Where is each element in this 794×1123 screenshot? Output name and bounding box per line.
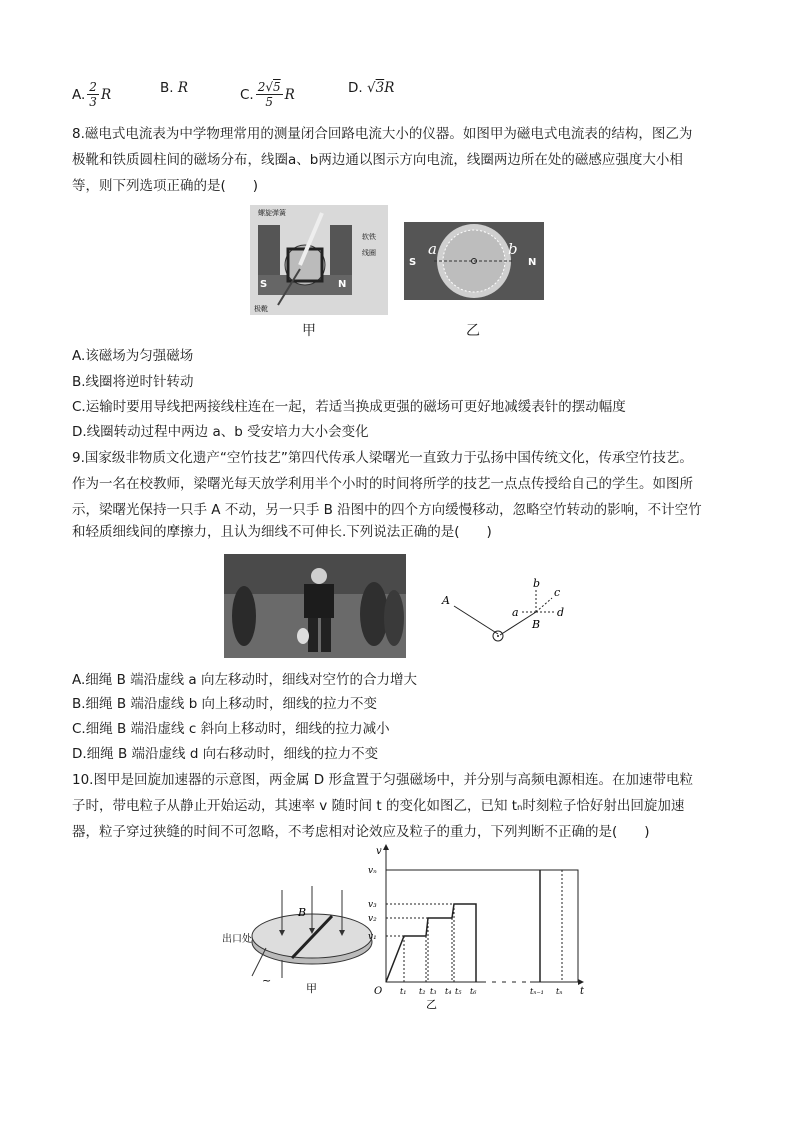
shoe-label: 极靴 [254,305,268,313]
radicand: 3 [375,80,385,96]
option-letter: A. [72,86,86,103]
label-a: a [512,606,519,619]
velocity-steps [386,904,476,982]
meter-structure-figure [250,205,388,315]
q10-stem-line-3: 器，粒子穿过狭缝的时间不可忽略，不考虑相对论效应及粒子的重力，下列判断不正确的是( ) [72,824,650,840]
denominator: 5 [265,95,273,109]
label-B: B [532,618,541,631]
variable: R [284,86,295,103]
label-d: d [557,606,565,619]
string-left [454,606,498,634]
student-left [232,586,256,646]
q7-option-d [348,80,394,96]
tn-label: tₙ [556,987,563,996]
label-A: A [442,594,450,607]
q8-stem-line-1: 8.磁电式电流表为中学物理常用的测量闭合回路电流大小的仪器。如图甲为磁电式电流表的结构，图乙为 [72,126,693,142]
t3-label: t₃ [430,987,437,996]
cyclotron-figure [222,880,382,1000]
vn-label: vₙ [368,866,377,876]
teacher-leg-right [321,618,331,652]
numerator: 2√5 [257,80,281,94]
spring-label: 螺旋弹簧 [258,209,286,217]
q8-option-d: D.线圈转动过程中两边 a、b 受安培力大小会变化 [72,424,369,440]
fraction [87,80,99,109]
q9-option-b: B.细绳 B 端沿虚线 b 向上移动时，细线的拉力不变 [72,696,378,712]
radicand: 5 [273,80,281,94]
t6-label: t₆ [470,987,477,996]
v2-label: v₂ [368,914,377,924]
exit-label: 出口处 [222,934,252,945]
option-letter: D. [348,80,363,96]
q9-option-a: A.细绳 B 端沿虚线 a 向左移动时，细线对空竹的合力增大 [72,672,417,688]
student-right [360,582,388,646]
denominator: 3 [89,95,97,109]
diabolo [297,628,309,644]
n-label: N [528,257,537,268]
q8-stem-line-2: 极靴和铁质圆柱间的磁场分布，线圈a、b两边通以图示方向电流，线圈两边所在处的磁感应强度大小相 [72,152,683,168]
v-axis-arrow [383,844,389,850]
teacher-body [304,584,334,618]
numerator: 2 [89,80,97,94]
q9-stem-line-1: 9.国家级非物质文化遗产“空竹技艺”第四代传承人梁曙光一直致力于弘扬中国传统文化，传承空竹技艺。 [72,450,693,466]
n-label: N [338,279,347,290]
coil-label: 线圈 [362,249,376,257]
q8-option-c: C.运输时要用导线把两接线柱连在一起，若适当换成更强的磁场可更好地减缓表针的摆动幅度 [72,399,626,415]
v3-label: v₃ [368,900,377,910]
q7-option-c [240,80,295,109]
t2-label: t₂ [419,987,426,996]
dashed-c [536,598,552,612]
fraction [256,80,283,109]
q10-stem-line-1: 10.图甲是回旋加速器的示意图，两金属 D 形盒置于匀强磁场中，并分别与高频电源相连。在加速带电粒 [72,772,693,788]
b-label: b [508,240,518,258]
diabolo-photo [224,554,406,658]
q7-option-b [160,80,188,96]
diabolo-diagram [436,576,576,646]
variable: R [100,86,112,103]
t-label: t [580,986,585,997]
q7-option-a [72,80,111,109]
q10-stem-line-2: 子时，带电粒子从静止开始运动，其速率 v 随时间 t 的变化如图乙，已知 tₙ时刻粒子恰好射出回旋加速 [72,798,685,814]
v-label: v [376,846,382,857]
a-label: a [428,240,437,258]
field-distribution-figure [404,222,544,300]
q9-stem-line-4: 和轻质细线间的摩擦力，且认为细线不可伸长.下列说法正确的是( ) [72,524,492,540]
option-letter: C. [240,86,254,103]
student-far-right [384,590,404,646]
q8-option-a: A.该磁场为匀强磁场 [72,348,194,364]
q8-stem-line-3: 等，则下列选项正确的是( ) [72,178,259,194]
caption-jia: 甲 [302,323,316,339]
q9-stem-line-3: 示，梁曙光保持一只手 A 不动，另一只手 B 沿图中的四个方向缓慢移动，忽略空竹转动的影响，不计空竹 [72,502,702,518]
tn-1-label: tₙ₋₁ [530,987,544,996]
diabolo-center [497,635,499,637]
b-field-label: B [298,906,307,919]
caption-yi-10: 乙 [426,998,437,1011]
velocity-time-graph [366,842,588,1012]
coefficient: 2 [257,80,266,94]
sqrt-expression: √3 [366,80,385,96]
teacher-head [311,568,327,584]
q9-stem-line-2: 作为一名在校教师，梁曙光每天放学利用半个小时的时间将所学的技艺一点点传授给自己的学生。如图所 [72,476,693,492]
iron-label: 软铁 [362,233,376,241]
caption-yi: 乙 [466,323,480,339]
s-label: S [260,279,268,290]
variable: R [177,80,189,96]
label-c: c [554,586,561,599]
variable: R [384,80,395,96]
t5-label: t₅ [455,987,462,996]
t-axis-arrow [578,979,584,985]
teacher-leg-left [308,618,318,652]
q9-option-d: D.细绳 B 端沿虚线 d 向右移动时，细线的拉力不变 [72,746,379,762]
t1-label: t₁ [400,987,407,996]
graph-frame [386,870,578,982]
t4-label: t₄ [445,987,452,996]
s-label: S [409,257,417,268]
label-b: b [533,577,541,590]
ac-source-label: ~ [262,974,272,987]
v1-label: v₁ [368,932,377,942]
q9-option-c: C.细绳 B 端沿虚线 c 斜向上移动时，细线的拉力减小 [72,721,390,737]
origin-label: O [374,986,383,997]
q8-option-b: B.线圈将逆时针转动 [72,374,194,390]
caption-jia-10: 甲 [306,982,317,995]
option-letter: B. [160,80,174,96]
